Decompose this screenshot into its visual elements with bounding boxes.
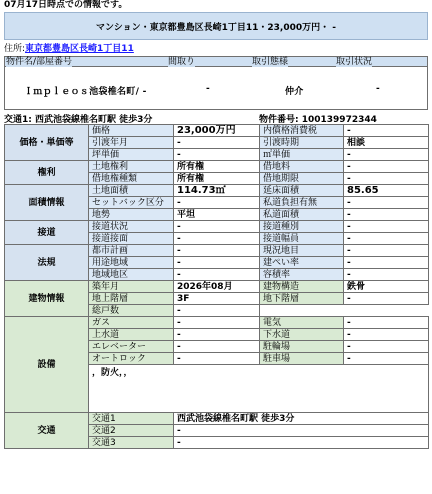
label-electricity: 電気 bbox=[260, 317, 344, 329]
value-sqm-price: - bbox=[344, 149, 429, 161]
label-sewer: 下水道 bbox=[260, 329, 344, 341]
label-floor-area-ratio: 容積率 bbox=[260, 269, 344, 281]
section-rights: 権利 bbox=[5, 161, 89, 185]
label-floors-above: 地上階層 bbox=[89, 293, 174, 305]
facility-notes: ，防火，， bbox=[89, 365, 429, 413]
label-handover-timing: 引渡時期 bbox=[260, 137, 344, 149]
value-floors-above: 3F bbox=[174, 293, 260, 305]
section-road: 接道 bbox=[5, 221, 89, 245]
label-sqm-price: ㎡単価 bbox=[260, 149, 344, 161]
label-zoning: 用途地域 bbox=[89, 257, 174, 269]
listing-title-text: マンション・東京都豊島区長崎1丁目11・23,000万円・ - bbox=[96, 22, 336, 33]
label-land-area: 土地面積 bbox=[89, 185, 174, 197]
label-floor-area: 延床面積 bbox=[260, 185, 344, 197]
section-law: 法規 bbox=[5, 245, 89, 281]
label-price: 価格 bbox=[89, 125, 174, 137]
label-road-frontage: 接道接面 bbox=[89, 233, 174, 245]
value-sewer: - bbox=[344, 329, 429, 341]
value-land-area: 114.73㎡ bbox=[174, 185, 260, 197]
property-name: Ｉｍｐｌｅｏｓ池袋椎名町/ - bbox=[24, 87, 147, 97]
address-line bbox=[4, 44, 134, 55]
value-elevator: - bbox=[174, 341, 260, 353]
value-structure: 鉄骨 bbox=[344, 281, 429, 293]
info-date: 07月17日時点での情報です。 bbox=[4, 0, 128, 10]
label-bike-parking: 駐輪場 bbox=[260, 341, 344, 353]
label-district: 地域地区 bbox=[89, 269, 174, 281]
label-gas: ガス bbox=[89, 317, 174, 329]
value-land-category: - bbox=[344, 245, 429, 257]
table-row bbox=[5, 161, 429, 173]
section-area: 面積情報 bbox=[5, 185, 89, 221]
summary-col-layout: 間取り bbox=[168, 57, 196, 67]
label-setback: セットバック区分 bbox=[89, 197, 174, 209]
value-water: - bbox=[174, 329, 260, 341]
value-setback: - bbox=[174, 197, 260, 209]
label-handover-month: 引渡年月 bbox=[89, 137, 174, 149]
value-built-date: 2026年08月 bbox=[174, 281, 260, 293]
value-land-right: 所有権 bbox=[174, 161, 260, 173]
label-water: 上水道 bbox=[89, 329, 174, 341]
table-row bbox=[5, 125, 429, 137]
label-private-road-area: 私道面積 bbox=[260, 209, 344, 221]
label-tax: 内償格消費税 bbox=[260, 125, 344, 137]
value-handover-timing: 相談 bbox=[344, 137, 429, 149]
property-detail-table bbox=[4, 124, 429, 449]
section-transport: 交通 bbox=[5, 413, 89, 449]
section-facilities: 設備 bbox=[5, 317, 89, 413]
value-lease-term: - bbox=[344, 173, 429, 185]
label-elevator: エレベーター bbox=[89, 341, 174, 353]
section-building: 建物情報 bbox=[5, 281, 89, 317]
label-land-category: 現況地目 bbox=[260, 245, 344, 257]
value-floors-below: - bbox=[344, 293, 429, 305]
label-built-date: 築年月 bbox=[89, 281, 174, 293]
label-transport-2: 交通2 bbox=[89, 425, 174, 437]
label-floors-below: 地下階層 bbox=[260, 293, 344, 305]
value-transport-2: - bbox=[174, 425, 429, 437]
value-autolock: - bbox=[174, 353, 260, 365]
value-city-planning: - bbox=[174, 245, 260, 257]
table-row bbox=[5, 221, 429, 233]
empty-cell bbox=[344, 305, 429, 317]
summary-col-type: 取引態様 bbox=[252, 57, 289, 67]
table-row bbox=[5, 185, 429, 197]
address-link[interactable]: 東京都豊島区長崎1丁目11 bbox=[25, 44, 134, 54]
table-row bbox=[5, 245, 429, 257]
value-bike-parking: - bbox=[344, 341, 429, 353]
value-terrain: 平坦 bbox=[174, 209, 260, 221]
label-road-width: 接道幅員 bbox=[260, 233, 344, 245]
section-price: 価格・単価等 bbox=[5, 125, 89, 161]
label-transport-1: 交通1 bbox=[89, 413, 174, 425]
label-transport-3: 交通3 bbox=[89, 437, 174, 449]
label-land-right: 土地権利 bbox=[89, 161, 174, 173]
value-handover-month: - bbox=[174, 137, 260, 149]
value-district: - bbox=[174, 269, 260, 281]
summary-col-status: 取引状況 bbox=[336, 57, 373, 67]
value-leasehold-type: 所有権 bbox=[174, 173, 260, 185]
value-electricity: - bbox=[344, 317, 429, 329]
value-road-frontage: - bbox=[174, 233, 260, 245]
label-road-type: 接道種別 bbox=[260, 221, 344, 233]
value-gas: - bbox=[174, 317, 260, 329]
label-lease-term: 借地期限 bbox=[260, 173, 344, 185]
value-private-road-area: - bbox=[344, 209, 429, 221]
label-city-planning: 都市計画 bbox=[89, 245, 174, 257]
value-tax: - bbox=[344, 125, 429, 137]
label-private-road: 私道負担有無 bbox=[260, 197, 344, 209]
label-autolock: オートロック bbox=[89, 353, 174, 365]
label-parking: 駐車場 bbox=[260, 353, 344, 365]
table-row bbox=[5, 413, 429, 425]
value-road-type: - bbox=[344, 221, 429, 233]
value-floor-area: 85.65 bbox=[344, 185, 429, 197]
label-ground-rent: 借地料 bbox=[260, 161, 344, 173]
value-private-road: - bbox=[344, 197, 429, 209]
label-coverage-ratio: 建ぺい率 bbox=[260, 257, 344, 269]
value-road-width: - bbox=[344, 233, 429, 245]
label-total-units: 総戸数 bbox=[89, 305, 174, 317]
access-line: 交通1: 西武池袋線椎名町駅 徒歩3分 bbox=[4, 115, 153, 125]
value-transport-1: 西武池袋線椎名町駅 徒歩3分 bbox=[174, 413, 429, 425]
property-number: 物件番号: 100139972344 bbox=[259, 115, 377, 125]
table-row bbox=[5, 281, 429, 293]
value-price: 23,000万円 bbox=[174, 125, 260, 137]
table-row bbox=[5, 317, 429, 329]
label-terrain: 地勢 bbox=[89, 209, 174, 221]
value-ground-rent: - bbox=[344, 161, 429, 173]
value-zoning: - bbox=[174, 257, 260, 269]
value-floor-area-ratio: - bbox=[344, 269, 429, 281]
summary-col-name: 物件名/部屋番号 bbox=[6, 57, 73, 67]
property-layout: - bbox=[206, 84, 211, 94]
label-leasehold-type: 借地権種類 bbox=[89, 173, 174, 185]
property-deal-status: - bbox=[376, 84, 381, 94]
label-tsubo-price: 坪単価 bbox=[89, 149, 174, 161]
property-deal-type: 仲介 bbox=[285, 87, 304, 97]
address-label: 住所: bbox=[4, 44, 26, 54]
empty-cell bbox=[260, 305, 344, 317]
value-transport-3: - bbox=[174, 437, 429, 449]
listing-title bbox=[4, 12, 428, 40]
label-road-status: 接道状況 bbox=[89, 221, 174, 233]
value-coverage-ratio: - bbox=[344, 257, 429, 269]
value-total-units: - bbox=[174, 305, 260, 317]
value-road-status: - bbox=[174, 221, 260, 233]
label-structure: 建物構造 bbox=[260, 281, 344, 293]
value-tsubo-price: - bbox=[174, 149, 260, 161]
value-parking: - bbox=[344, 353, 429, 365]
